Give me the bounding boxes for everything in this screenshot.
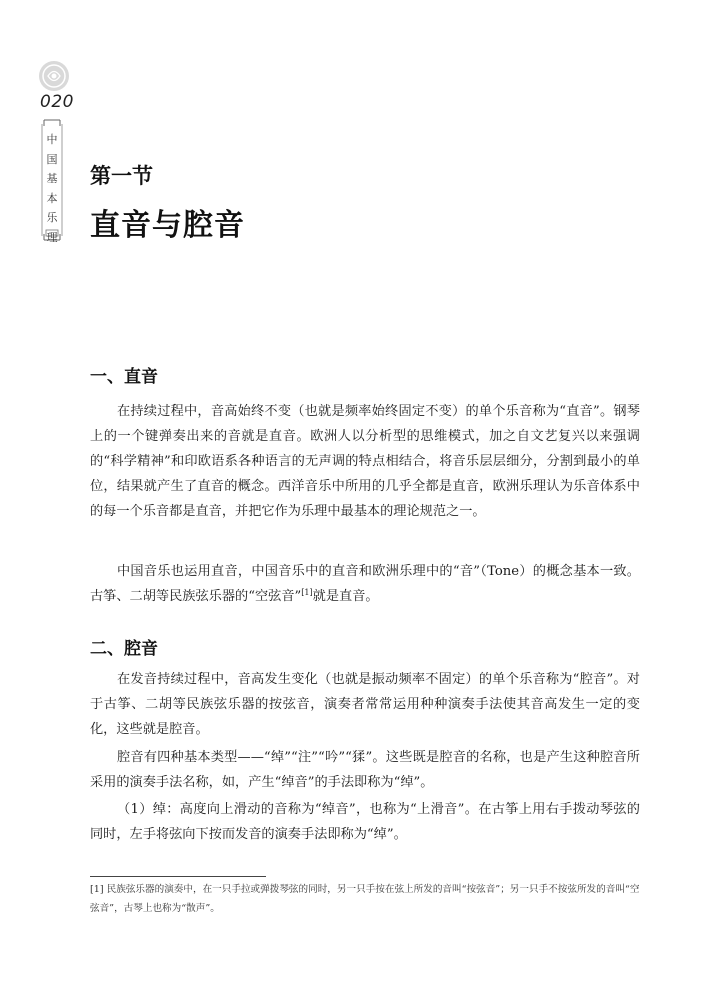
footnote-divider	[90, 876, 266, 877]
body-paragraph: 在持续过程中，音高始终不变（也就是频率始终固定不变）的单个乐音称为“直音”。钢琴上的一个键弹奏出来的音就是直音。欧洲人以分析型的思维模式，加之自文艺复兴以来强调的“科学精神”和印欧语系各种语言的无声调的特点相结合，将音乐层层细分，分割到最小的单位，结果就产生了直音的概念。西洋音乐中所用的几乎全都是直音，欧洲乐理认为乐音体系中的每一个乐音都是直音，并把它作为乐理中最基本的理论规范之一。	[90, 404, 640, 519]
running-title-tab	[40, 118, 64, 242]
subsection-heading: 二、腔音	[90, 639, 158, 659]
body-paragraph: 腔音有四种基本类型——“绰”“注”“吟”“猱”。这些既是腔音的名称，也是产生这种腔音所采用的演奏手法名称，如，产生“绰音”的手法即称为“绰”。	[90, 750, 640, 790]
section-number: 第一节	[90, 164, 153, 188]
running-title-char: 中	[46, 133, 58, 146]
paragraph-text: 中国音乐也运用直音，中国音乐中的直音和欧洲乐理中的“音”（Tone）的概念基本一致。古筝、二胡等民族弦乐器的“空弦音”	[90, 564, 640, 604]
section-title: 直音与腔音	[90, 208, 245, 243]
running-title-char: 理	[46, 230, 58, 244]
running-title-char: 乐	[46, 211, 58, 224]
running-title-char: 国	[46, 152, 58, 166]
footnote-reference: [1]	[301, 588, 313, 597]
running-title-char: 基	[46, 172, 58, 185]
paragraph-text: 就是直音。	[312, 589, 379, 604]
publisher-logo-icon	[38, 60, 70, 92]
page-number: 020	[40, 92, 74, 112]
footnote: [1] 民族弦乐器的演奏中，在一只手拉或弹拨琴弦的同时，另一只手按在弦上所发的音叫“按弦音”；另一只手不按弦所发的音叫“空弦音”，古琴上也称为“散声”。	[90, 884, 640, 914]
body-paragraph	[90, 559, 640, 609]
body-paragraph: （1）绰：高度向上滑动的音称为“绰音”，也称为“上滑音”。在古筝上用右手拨动琴弦的同时，左手将弦向下按而发音的演奏手法即称为“绰”。	[90, 802, 640, 842]
subsection-heading: 一、直音	[90, 367, 158, 387]
body-paragraph: 在发音持续过程中，音高发生变化（也就是振动频率不固定）的单个乐音称为“腔音”。对于古筝、二胡等民族弦乐器的按弦音，演奏者常常运用种种演奏手法使其音高发生一定的变化，这些就是腔音。	[90, 672, 640, 737]
running-title-char: 本	[46, 191, 58, 205]
running-title	[40, 130, 64, 247]
